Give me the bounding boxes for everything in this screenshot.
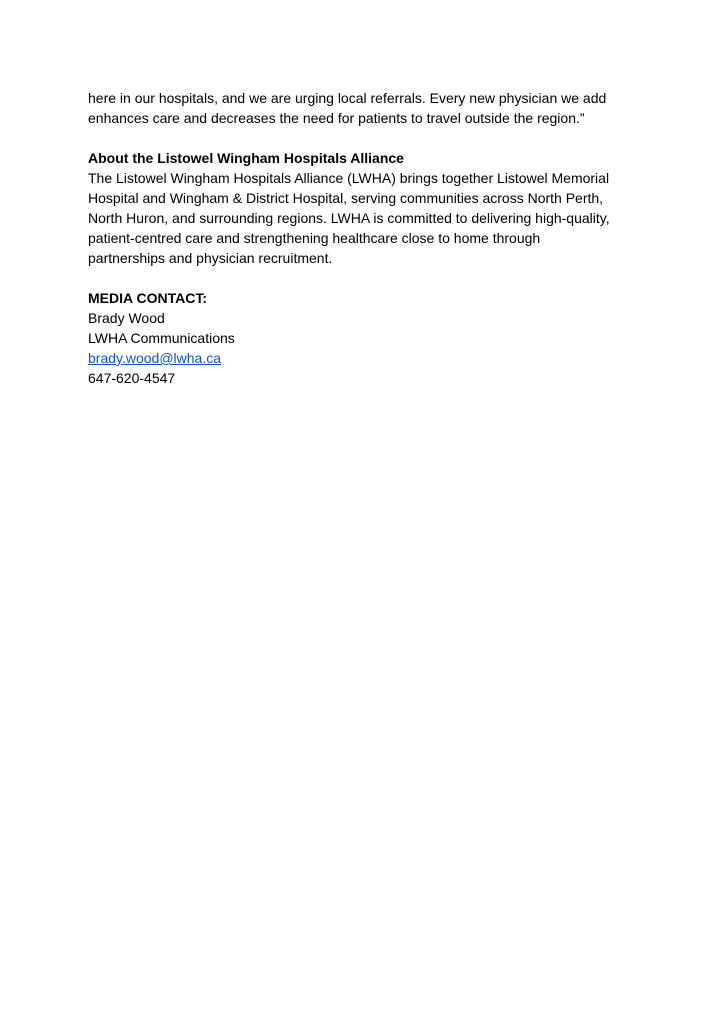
about-section	[88, 148, 648, 268]
about-heading: About the Listowel Wingham Hospitals Alliance	[88, 150, 404, 166]
contact-email-link[interactable]: brady.wood@lwha.ca	[88, 350, 222, 366]
paragraph-spacer	[88, 128, 648, 148]
paragraph-spacer	[88, 268, 648, 288]
about-line: patient-centred care and strengthening healthcare close to home through	[88, 230, 541, 246]
media-contact-section	[88, 288, 648, 388]
about-line: partnerships and physician recruitment.	[88, 250, 333, 266]
about-line: Hospital and Wingham & District Hospital, serving communities across North Perth,	[88, 190, 604, 206]
quote-line: enhances care and decreases the need for patients to travel outside the region.”	[88, 110, 585, 126]
contact-organization: LWHA Communications	[88, 330, 235, 346]
document-body	[88, 88, 648, 388]
about-line: The Listowel Wingham Hospitals Alliance (LWHA) brings together Listowel Memorial	[88, 170, 610, 186]
media-contact-heading: MEDIA CONTACT:	[88, 290, 207, 306]
quote-line: here in our hospitals, and we are urging local referrals. Every new physician we add	[88, 90, 607, 106]
quote-paragraph	[88, 88, 648, 128]
about-line: North Huron, and surrounding regions. LWHA is committed to delivering high-quality,	[88, 210, 610, 226]
contact-name: Brady Wood	[88, 310, 165, 326]
contact-phone: 647-620-4547	[88, 370, 176, 386]
